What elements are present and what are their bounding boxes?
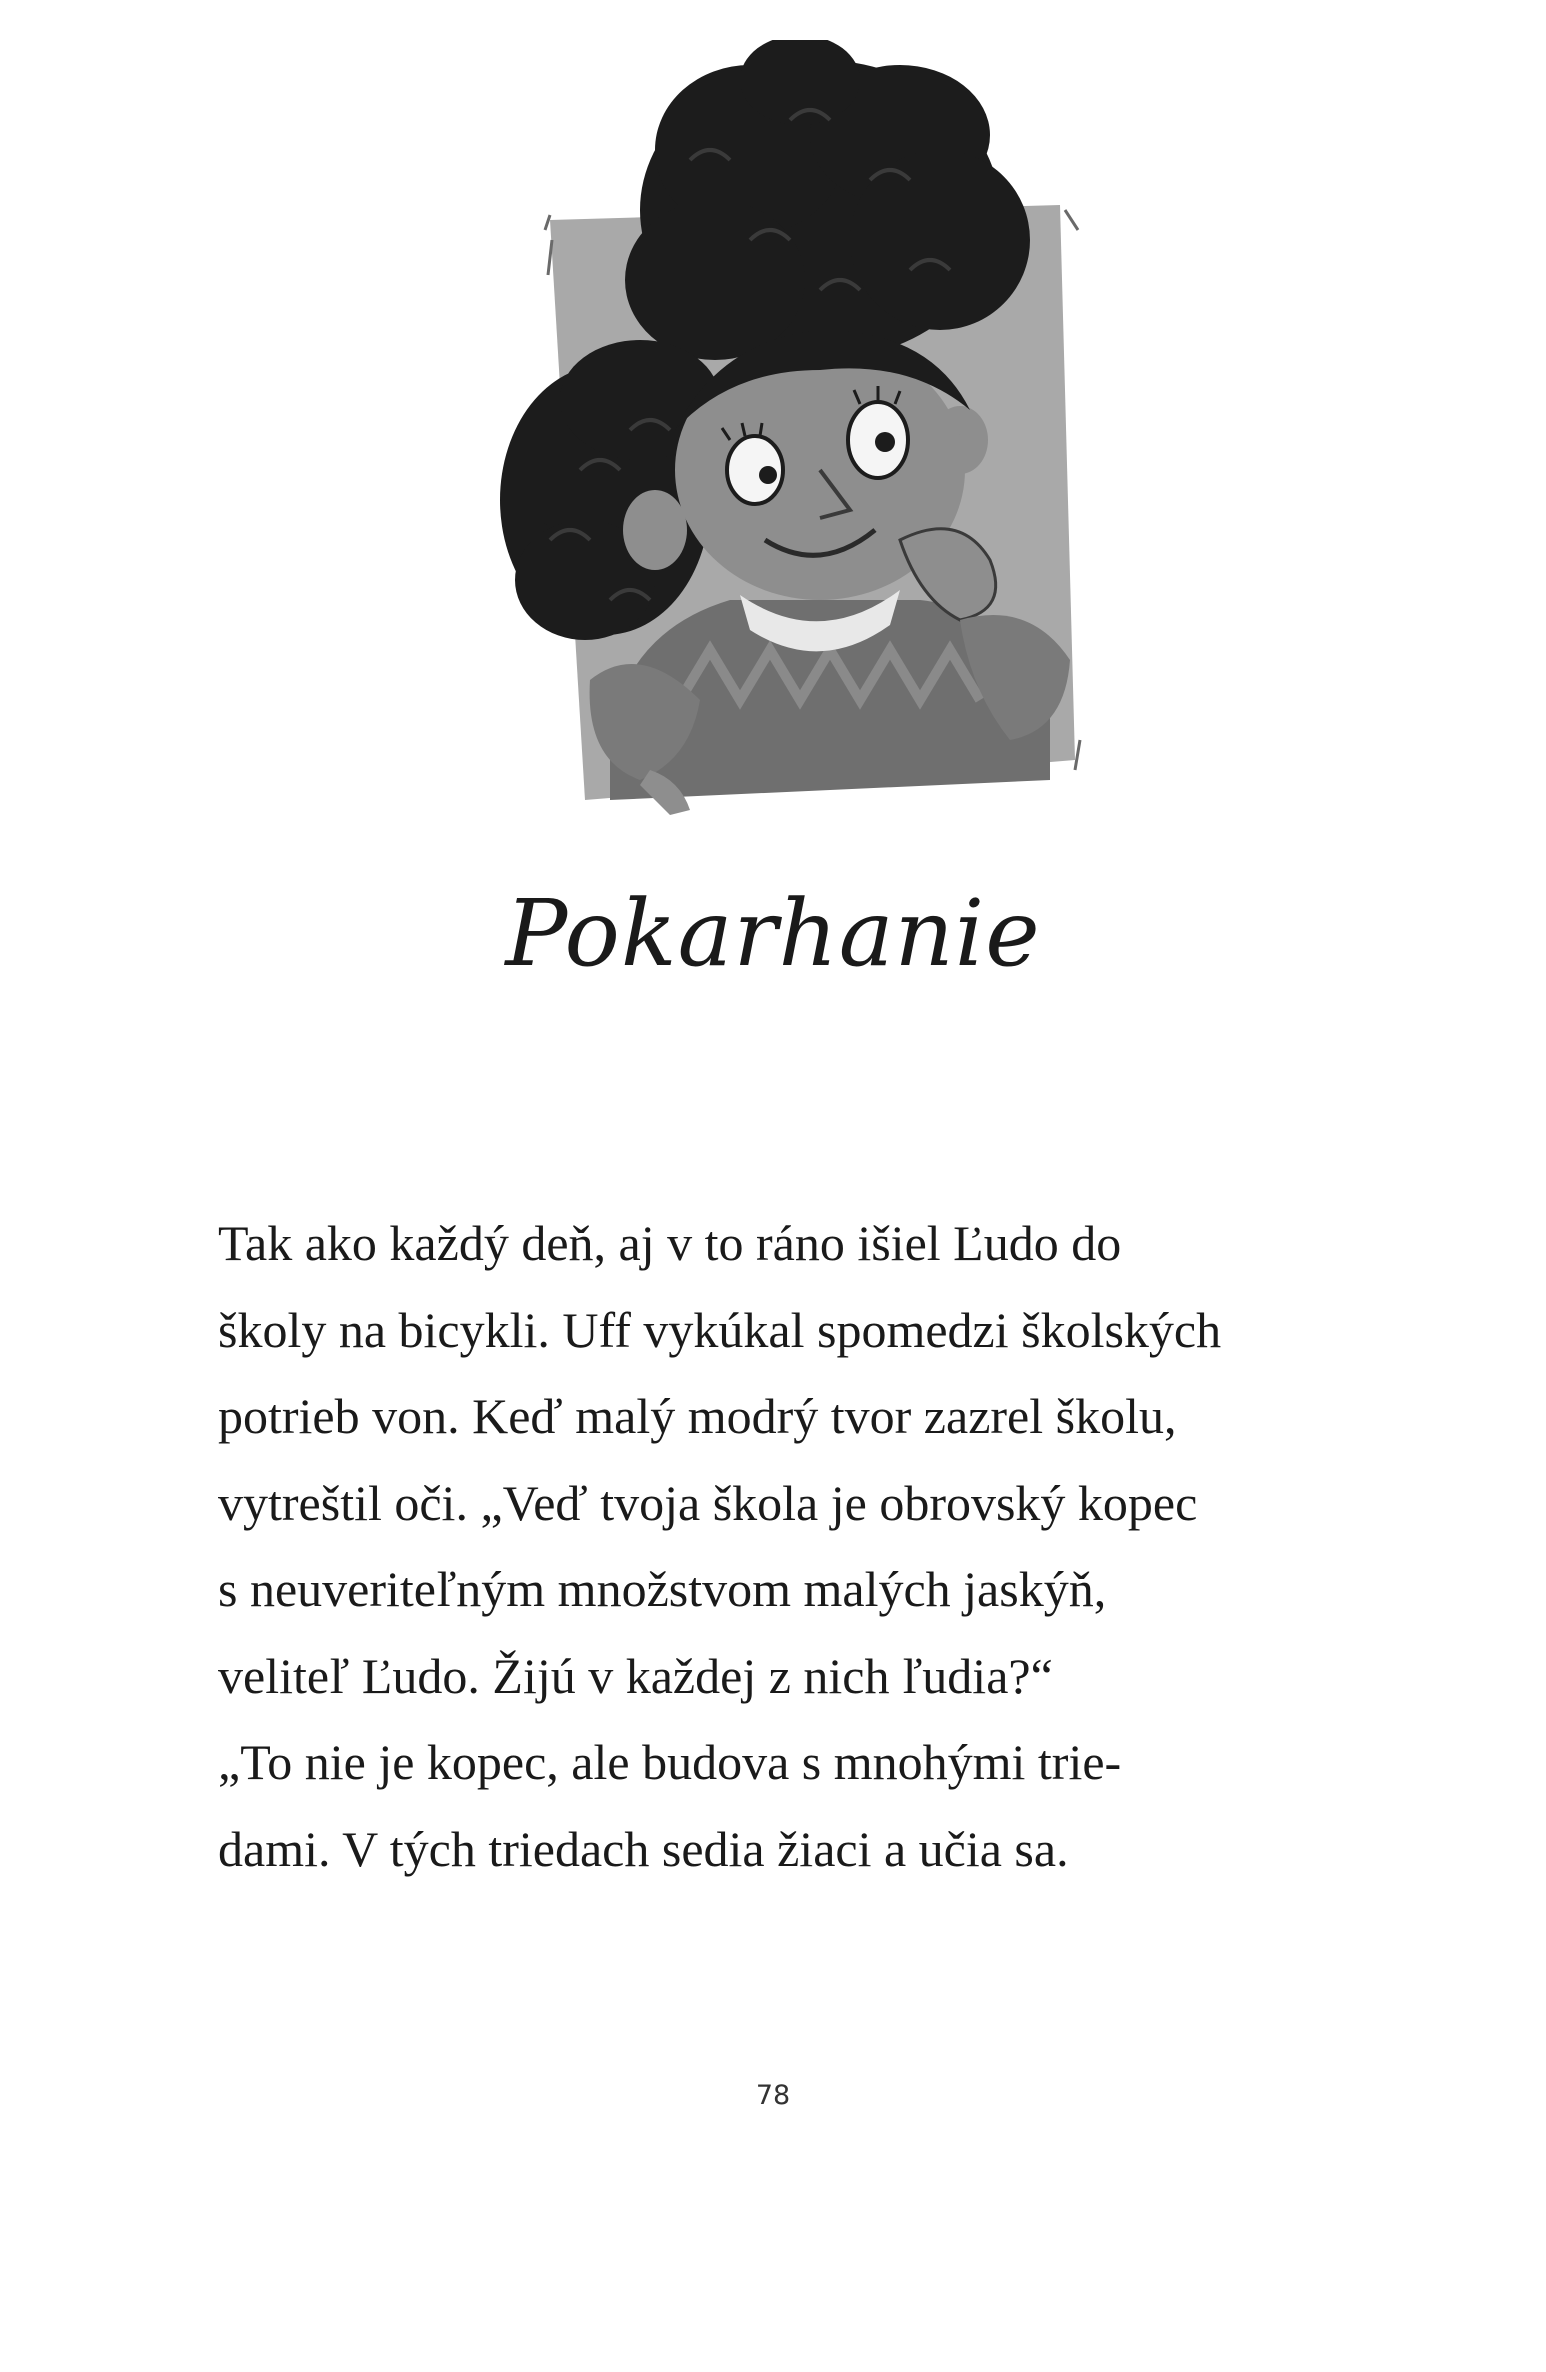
ear bbox=[623, 490, 687, 570]
chapter-title: Pokarhanie bbox=[505, 880, 1041, 987]
character-portrait-illustration bbox=[490, 40, 1110, 840]
text-line: veliteľ Ľudo. Žijú v každej z nich ľudia?“ bbox=[218, 1647, 1053, 1704]
text-line: dami. V tých triedach sedia žiaci a učia sa. bbox=[218, 1820, 1069, 1877]
text-line: s neuveriteľným množstvom malých jaskýň, bbox=[218, 1561, 1107, 1617]
body-paragraph bbox=[218, 1200, 1338, 1892]
text-line: Tak ako každý deň, aj v to ráno išiel Ľudo do bbox=[218, 1215, 1122, 1271]
text-line: vytreštil oči. „Veď tvoja škola je obrovský kopec bbox=[218, 1474, 1198, 1531]
page-number: 78 bbox=[755, 2080, 791, 2111]
text-line: potrieb von. Keď malý modrý tvor zazrel školu, bbox=[218, 1388, 1177, 1444]
text-line: školy na bicykli. Uff vykúkal spomedzi školských bbox=[218, 1301, 1222, 1358]
text-line: „To nie je kopec, ale budova s mnohými trie- bbox=[218, 1734, 1122, 1790]
